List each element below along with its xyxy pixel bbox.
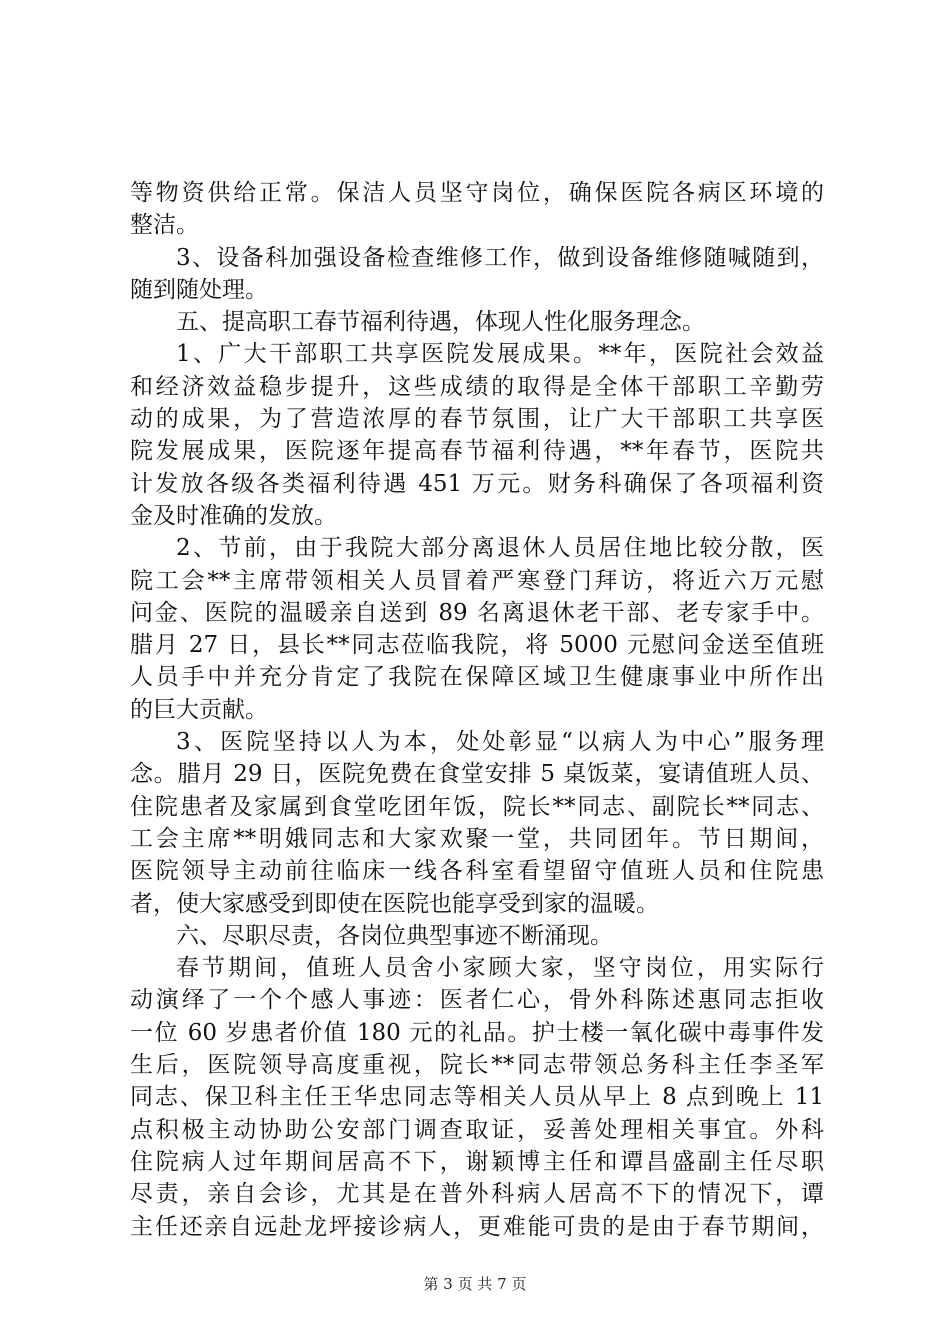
text-line: 人员手中并充分肯定了我院在保障区域卫生健康事业中所作出 <box>130 664 824 691</box>
text-line: 主任还亲自远赴龙坪接诊病人，更难能可贵的是由于春节期间， <box>130 1213 824 1240</box>
text-line: 动演绎了一个个感人事迹：医者仁心，骨外科陈述惠同志拒收 <box>130 987 824 1014</box>
text-line: 住院病人过年期间居高不下，谢颖博主任和谭昌盛副主任尽职 <box>130 1148 824 1175</box>
text-line: 和经济效益稳步提升，这些成绩的取得是全体干部职工辛勤劳 <box>130 373 824 400</box>
text-line: 医院领导主动前往临床一线各科室看望留守值班人员和住院患 <box>130 858 824 885</box>
text-line: 3、医院坚持以人为本，处处彰显“以病人为中心”服务理 <box>176 729 824 756</box>
text-line: 院工会**主席带领相关人员冒着严寒登门拜访，将近六万元慰 <box>130 567 824 594</box>
text-line: 计发放各级各类福利待遇 451 万元。财务科确保了各项福利资 <box>130 470 824 497</box>
text-line: 问金、医院的温暖亲自送到 89 名离退休老干部、老专家手中。 <box>130 599 824 626</box>
text-line: 春节期间，值班人员舍小家顾大家，坚守岗位，用实际行 <box>176 955 824 982</box>
text-line: 点积极主动协助公安部门调查取证，妥善处理相关事宜。外科 <box>130 1116 824 1143</box>
text-line: 住院患者及家属到食堂吃团年饭，院长**同志、副院长**同志、 <box>130 793 824 820</box>
page-number-footer: 第 3 页 共 7 页 <box>423 1275 527 1293</box>
text-line: 整洁。 <box>130 212 199 239</box>
text-line: 生后，医院领导高度重视，院长**同志带领总务科主任李圣军 <box>130 1052 824 1079</box>
text-line: 一位 60 岁患者价值 180 元的礼品。护士楼一氧化碳中毒事件发 <box>130 1019 824 1046</box>
text-line: 工会主席**明娥同志和大家欢聚一堂，共同团年。节日期间， <box>130 825 824 852</box>
text-line: 2、节前，由于我院大部分离退休人员居住地比较分散，医 <box>176 535 824 562</box>
text-line: 3、设备科加强设备检查维修工作，做到设备维修随喊随到， <box>176 244 824 271</box>
text-line: 同志、保卫科主任王华忠同志等相关人员从早上 8 点到晚上 11 <box>130 1084 824 1111</box>
text-line: 金及时准确的发放。 <box>130 502 337 529</box>
text-line: 尽责，亲自会诊，尤其是在普外科病人居高不下的情况下，谭 <box>130 1181 824 1208</box>
text-line: 动的成果，为了营造浓厚的春节氛围，让广大干部职工共享医 <box>130 406 824 433</box>
text-line: 随到随处理。 <box>130 276 268 303</box>
text-line: 腊月 27 日，县长**同志莅临我院，将 5000 元慰问金送至值班 <box>130 632 824 659</box>
text-line: 的巨大贡献。 <box>130 696 268 723</box>
text-line: 1、广大干部职工共享医院发展成果。**年，医院社会效益 <box>176 341 824 368</box>
text-line: 等物资供给正常。保洁人员坚守岗位，确保医院各病区环境的 <box>130 180 824 206</box>
section-heading: 五、提高职工春节福利待遇，体现人性化服务理念。 <box>176 309 705 336</box>
text-line: 院发展成果，医院逐年提高春节福利待遇，**年春节，医院共 <box>130 438 824 465</box>
section-heading: 六、尽职尽责，各岗位典型事迹不断涌现。 <box>176 922 613 949</box>
text-line: 念。腊月 29 日，医院免费在食堂安排 5 桌饭菜，宴请值班人员、 <box>130 761 824 788</box>
text-line: 者，使大家感受到即使在医院也能享受到家的温暖。 <box>130 890 659 917</box>
document-body <box>130 177 824 1243</box>
